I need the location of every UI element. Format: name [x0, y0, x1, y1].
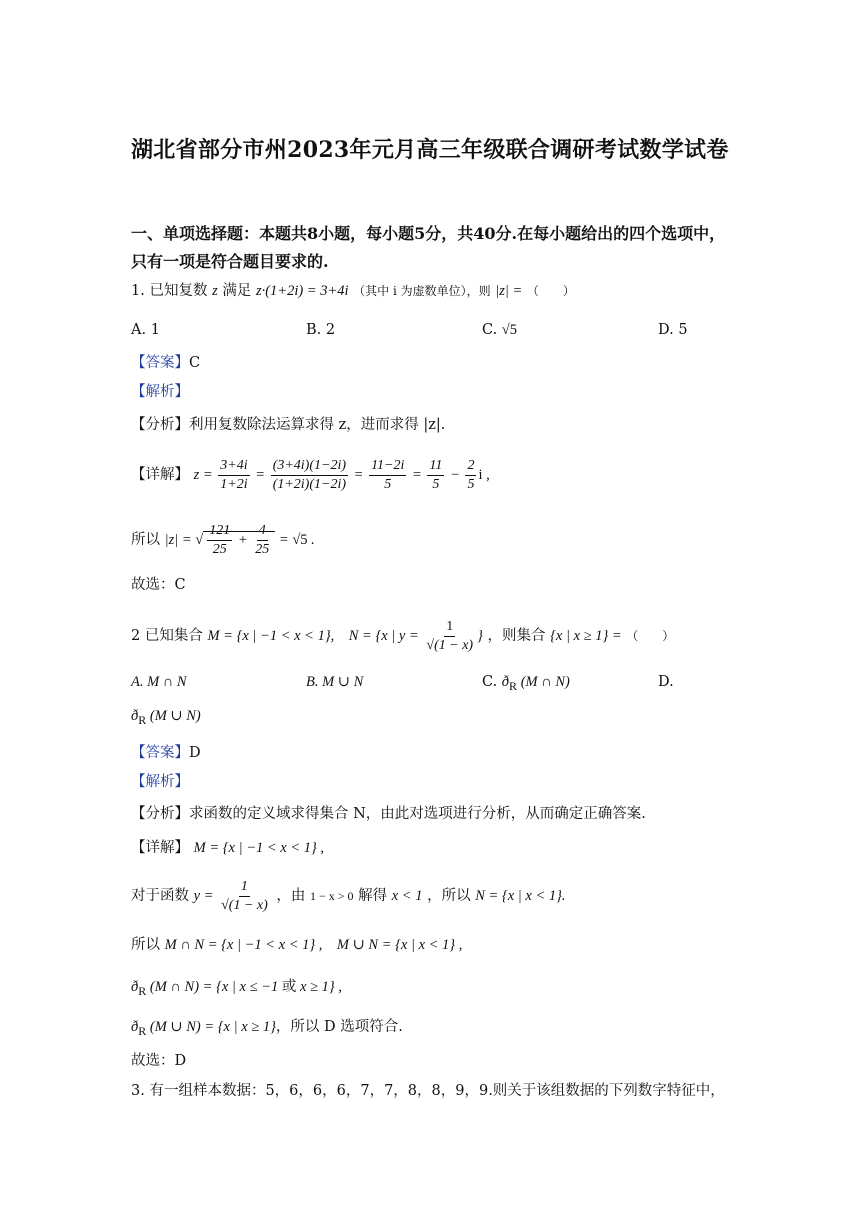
q2-solution: x < 1 — [391, 888, 423, 904]
question-2-stem — [131, 618, 674, 655]
q1-detail — [131, 455, 490, 495]
q2-set-n: N = {x | x < 1}. — [475, 888, 566, 904]
q2-complement-union: $ð_R$ (M ∪ N) = {x | x ≥ 1} — [131, 1019, 276, 1038]
q1-bracket: （ ） — [526, 284, 575, 298]
section-heading: 一、单项选择题：本题共8小题，每小题5分，共40分.在每小题给出的四个选项中，只有一项是符合题目要求的. — [131, 224, 726, 271]
fenxi-tag: 【分析】 — [131, 417, 189, 433]
q1-stem-part: 满足 — [222, 283, 252, 299]
q2-stem-end: ，则集合 — [487, 627, 546, 644]
q1-option-c-value: √5 — [501, 322, 518, 338]
q1-detail-equation: z = $\frac{3+4i}{1+2i}$ = $\frac{(3+4i)(1-2i)}{(1+2i)(1-2i)}$ = $\frac{11-2i}{5}$ = $\frac{11}{5}$ − $\frac{2}{5}$ i , — [193, 458, 490, 493]
q2-intersection-union: M ∩ N = {x | −1 < x < 1} , M ∪ N = {x | x < 1} , — [164, 937, 463, 953]
q1-fenxi — [131, 414, 445, 436]
q2-option-d-value: $ð_R$ (M ∪ N) — [131, 708, 201, 727]
q2-option-a: A. M ∩ N — [131, 674, 187, 690]
q2-option-c-value: $ð_R$ (M ∩ N) — [501, 674, 570, 693]
q1-stem-part: 1. 已知复数 — [131, 283, 208, 299]
q2-detail-5 — [131, 1016, 403, 1042]
q2-line-text: 对于函数 — [131, 888, 189, 904]
q2-line-text: ，所以 D 选项符合. — [275, 1019, 403, 1035]
q1-conclusion: 故选：C — [131, 577, 186, 593]
q1-abs-z: |z| = — [495, 283, 523, 299]
q2-condition: 1 − x > 0 — [309, 889, 354, 903]
question-1-stem — [131, 280, 575, 302]
q1-stem-part: （其中 i 为虚数单位），则 — [353, 284, 491, 298]
q2-option-b: B. M ∪ N — [306, 674, 364, 690]
q2-answer — [131, 742, 201, 764]
q2-detail-2 — [131, 876, 566, 916]
q1-option-a: A. 1 — [131, 322, 160, 338]
q2-line-text: 所以 — [131, 937, 160, 953]
q2-detail-4: $ð_R$ (M ∩ N) = {x | x ≤ −1 或 x ≥ 1} , — [131, 979, 342, 998]
q1-equation: z·(1+2i) = 3+4i — [255, 283, 349, 299]
q2-line-text: ，由 — [276, 888, 306, 904]
answer-value: C — [189, 355, 201, 371]
q2-line-text: 解得 — [358, 888, 388, 904]
q1-modulus — [131, 520, 315, 560]
q2-option-c-label: C. — [482, 674, 498, 690]
var-z: z — [212, 283, 218, 299]
q2-bracket: （ ） — [626, 628, 675, 643]
fenxi-tag: 【分析】 — [131, 806, 189, 822]
q2-detail-1-eq: M = {x | −1 < x < 1} , — [193, 840, 325, 856]
complement-symbol: ð — [131, 708, 139, 724]
q2-option-c — [482, 674, 570, 694]
q2-detail-1 — [131, 837, 324, 859]
q2-target-set: {x | x ≥ 1} = — [550, 627, 622, 644]
q1-option-b: B. 2 — [306, 322, 336, 338]
fenxi-text: 利用复数除法运算求得 z，进而求得 |z|. — [189, 417, 446, 433]
fenxi-text: 求函数的定义域求得集合 N，由此对选项进行分析，从而确定正确答案. — [189, 806, 646, 822]
q2-conclusion: 故选：D — [131, 1053, 187, 1069]
q2-fenxi — [131, 803, 646, 825]
answer-tag: 【答案】 — [131, 745, 189, 761]
q2-option-d: D. — [658, 674, 674, 690]
page-title: 湖北省部分市州2023年元月高三年级联合调研考试数学试卷 — [131, 137, 729, 163]
q1-option-d: D. 5 — [658, 322, 688, 338]
answer-tag: 【答案】 — [131, 355, 189, 371]
detail-tag: 【详解】 — [131, 467, 189, 483]
q2-line-text: ，所以 — [427, 888, 471, 904]
q2-set-m: M = {x | −1 < x < 1}, N = {x | y = $\frac{1}{√(1 - x)}$ } — [207, 619, 483, 653]
complement-symbol: ð — [501, 674, 510, 690]
question-3-stem: 3. 有一组样本数据：5，6，6，6，7，7，8，8，9，9.则关于该组数据的下列数字特征中， — [131, 1083, 725, 1099]
q1-answer — [131, 352, 200, 374]
q1-option-c — [482, 322, 517, 339]
detail-tag: 【详解】 — [131, 840, 189, 856]
q2-detail-3 — [131, 934, 462, 956]
q1-analysis-tag: 【解析】 — [131, 384, 189, 400]
q2-function: y = $\frac{1}{√(1 - x)}$ — [193, 879, 268, 914]
q2-stem: 2 已知集合 — [131, 627, 203, 644]
q2-analysis-tag: 【解析】 — [131, 774, 189, 790]
q1-option-c-label: C. — [482, 322, 498, 338]
so-text: 所以 — [131, 532, 160, 548]
answer-value: D — [189, 745, 201, 761]
q1-modulus-equation: |z| = √ $\frac{121}{25}$ + $\frac{4}{25}$ = √5 . — [164, 523, 315, 558]
